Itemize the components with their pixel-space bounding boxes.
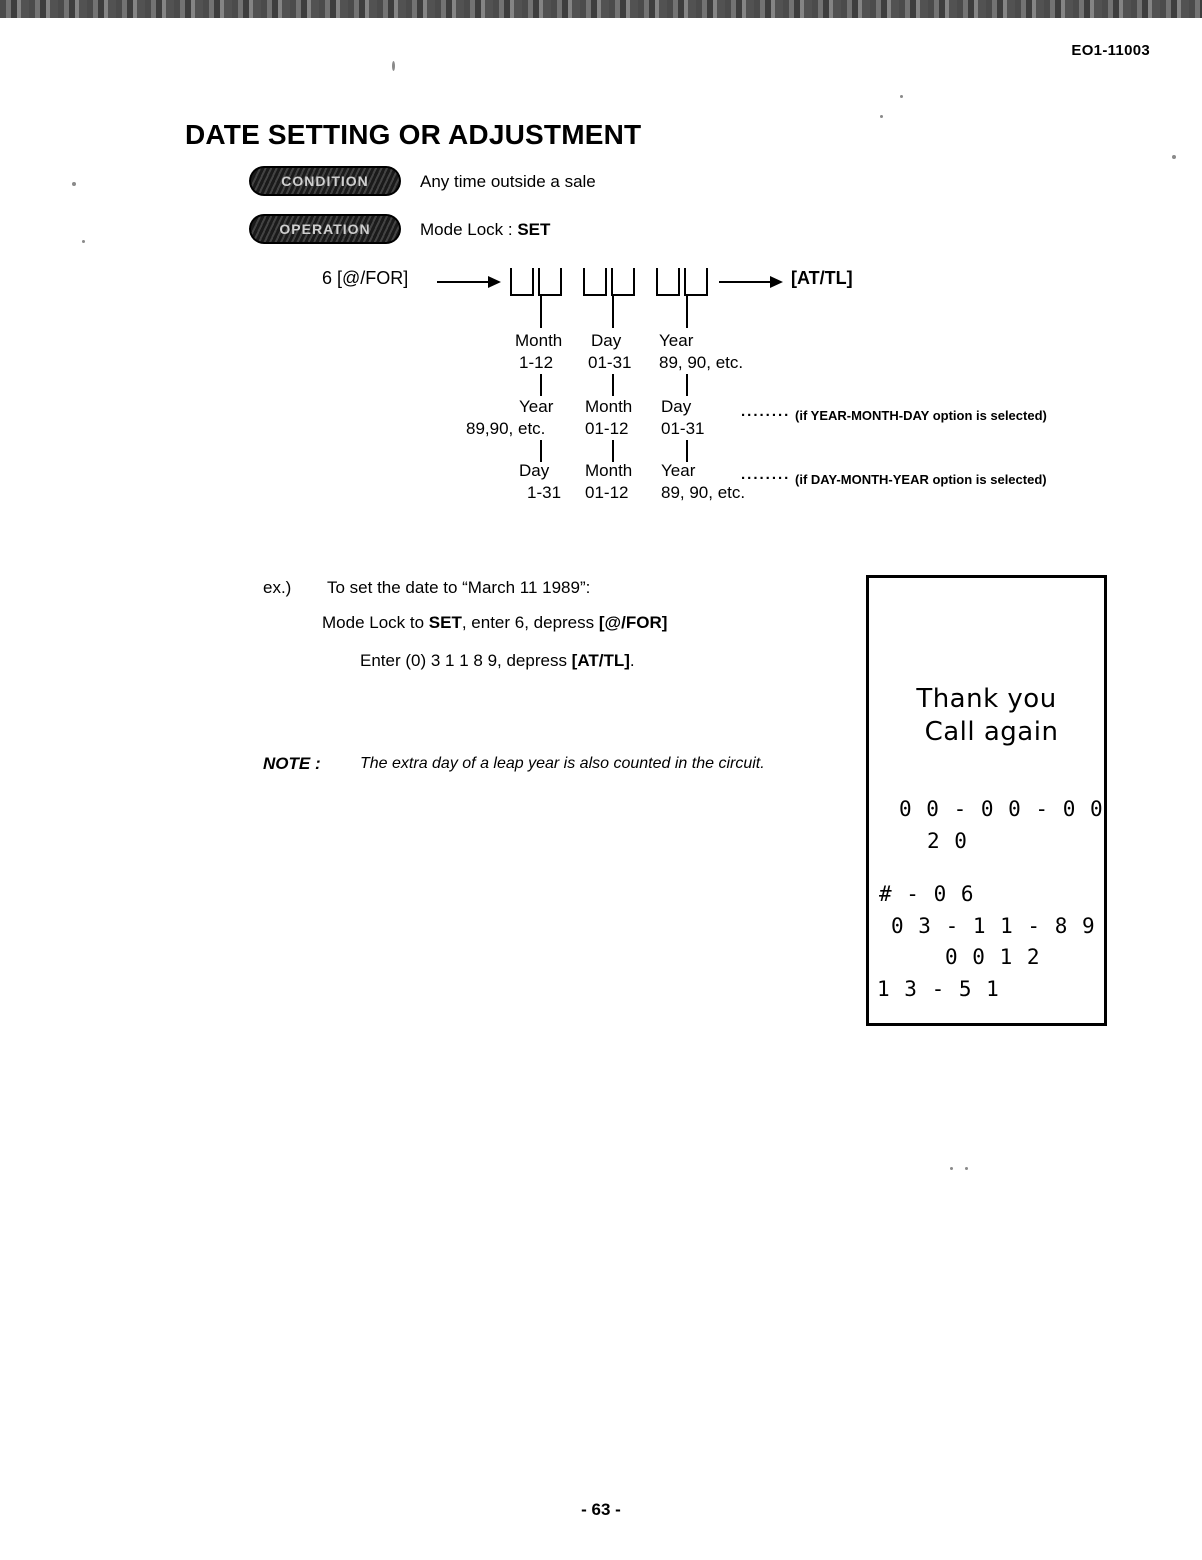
format-field-name: Day: [591, 331, 622, 350]
receipt-header-line-2: Call again: [924, 716, 1059, 747]
format-field-range: 1-31: [527, 483, 562, 502]
leader-dots: ........: [741, 466, 791, 483]
flow-arrow-left: [437, 281, 499, 283]
flow-start-label: 6 [@/FOR]: [322, 268, 409, 288]
receipt-line: 0 3 - 1 1 - 8 9: [891, 913, 1096, 938]
format-field-name: Day: [661, 397, 692, 416]
operation-badge: OPERATION: [249, 214, 401, 244]
format-field-name: Month: [585, 461, 633, 480]
scan-speck: [880, 115, 883, 118]
field-cell: [583, 268, 607, 296]
scan-speck: [950, 1167, 953, 1170]
connector-line: [612, 440, 614, 462]
receipt-body: [869, 794, 1104, 1005]
condition-badge: CONDITION: [249, 166, 401, 196]
scan-speck: [392, 61, 395, 71]
field-cell: [538, 268, 562, 296]
page-title: DATE SETTING OR ADJUSTMENT: [185, 118, 642, 150]
receipt-line: 0 0 - 0 0 - 0 0: [899, 797, 1104, 821]
connector-line: [540, 296, 542, 328]
example-marker: ex.): [263, 578, 292, 597]
example-line-1: To set the date to “March 11 1989”:: [327, 578, 591, 597]
flow-arrow-right: [719, 281, 781, 283]
example-line-2-bold-set: SET: [428, 613, 462, 632]
connector-line: [686, 374, 688, 396]
connector-line: [540, 374, 542, 396]
receipt-line: 2 0: [927, 828, 968, 853]
operation-text: [420, 220, 550, 240]
example-line-3-post: .: [629, 651, 635, 670]
example-line-2-mid: , enter 6, depress: [461, 613, 599, 632]
example-line-2-bold-key: [@/FOR]: [598, 613, 668, 632]
format-field-range: 89, 90, etc.: [659, 353, 744, 372]
connector-line: [686, 440, 688, 462]
field-cell: [510, 268, 534, 296]
scan-edge-artifact: [0, 0, 1202, 18]
field-group-3: [656, 268, 708, 296]
receipt-header-line-1: Thank you: [916, 684, 1057, 714]
connector-line: [686, 296, 688, 328]
scan-speck: [965, 1167, 968, 1170]
format-field-name: Year: [519, 397, 554, 416]
condition-text: Any time outside a sale: [420, 172, 596, 191]
format-field-range: 01-12: [585, 483, 629, 502]
leader-dots: ........: [741, 403, 791, 420]
format-field-range: 01-12: [585, 419, 629, 438]
format-field-name: Month: [515, 331, 563, 350]
flow-end-label: [AT/TL]: [791, 268, 853, 288]
format-field-range: 89,90, etc.: [466, 419, 546, 438]
connector-line: [612, 374, 614, 396]
field-group-2: [583, 268, 635, 296]
page-number: - 63 -: [581, 1500, 621, 1519]
scan-speck: [72, 182, 76, 186]
format-field-name: Month: [585, 397, 633, 416]
operation-text-value: SET: [517, 220, 551, 239]
receipt-line: 0 0 1 2: [945, 945, 1041, 969]
example-line-3: [360, 651, 635, 671]
operation-text-prefix: Mode Lock :: [420, 220, 518, 239]
field-cell: [684, 268, 708, 296]
field-group-1: [510, 268, 562, 296]
format-field-range: 01-31: [588, 353, 632, 372]
format-option-note: (if DAY-MONTH-YEAR option is selected): [795, 472, 1047, 487]
format-field-name: Year: [659, 331, 694, 350]
connector-line: [540, 440, 542, 462]
format-field-name: Day: [519, 461, 550, 480]
receipt-line: 1 3 - 5 1: [877, 976, 1000, 1001]
scan-speck: [1172, 155, 1176, 159]
format-option-note: (if YEAR-MONTH-DAY option is selected): [795, 408, 1047, 423]
note-text: The extra day of a leap year is also counted in the circuit.: [360, 755, 765, 772]
example-line-3-bold-key: [AT/TL]: [571, 651, 630, 670]
example-line-2: [322, 613, 667, 633]
format-field-range: 89, 90, etc.: [661, 483, 746, 502]
receipt-header: [869, 683, 1104, 748]
example-line-2-pre: Mode Lock to: [322, 613, 429, 632]
receipt-sample: [866, 575, 1107, 1026]
field-cell: [611, 268, 635, 296]
document-code: EO1-11003: [1071, 42, 1150, 59]
format-field-range: 01-31: [661, 419, 705, 438]
example-line-3-pre: Enter (0) 3 1 1 8 9, depress: [360, 651, 572, 670]
scan-speck: [82, 240, 85, 243]
format-field-name: Year: [661, 461, 696, 480]
receipt-line: # - 0 6: [879, 882, 975, 906]
format-field-range: 1-12: [519, 353, 554, 372]
connector-line: [612, 296, 614, 328]
scan-speck: [900, 95, 903, 98]
field-cell: [656, 268, 680, 296]
note-label: NOTE :: [263, 754, 321, 773]
